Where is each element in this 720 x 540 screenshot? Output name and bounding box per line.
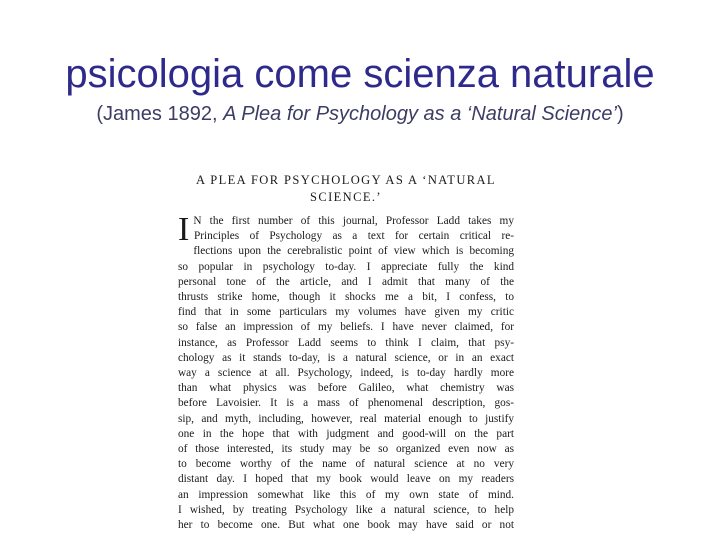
article-line: way a science at all. Psychology, indeed, is to-day hardly more — [178, 367, 514, 380]
article-line: before Lavoisier. It is a mass of phenomenal description, gos- — [178, 397, 514, 410]
article-line: chology as it stands to-day, is a natural science, or in an exact — [178, 351, 514, 364]
drop-cap-letter: I — [178, 211, 190, 248]
article-line: her to become one. But what one book may have said or not — [178, 519, 514, 532]
article-line: sip, and myth, including, however, real material enough to justify — [178, 412, 514, 425]
article-line: than what physics was before Galileo, what chemistry was — [178, 382, 514, 395]
scanned-article-page — [170, 168, 522, 540]
subtitle-suffix: ) — [616, 103, 624, 125]
article-line: so false an impression of my beliefs. I have never claimed, for — [178, 321, 514, 334]
article-line: thrusts strike home, though it shocks me a bit, I confess, to — [178, 291, 514, 304]
subtitle-work-title: A Plea for Psychology as a ‘Natural Science’ — [223, 103, 617, 125]
article-line: Principles of Psychology as a text for certain critical re- — [194, 230, 514, 243]
article-line: N the first number of this journal, Professor Ladd takes my — [193, 215, 514, 227]
article-line: flections upon the cerebralistic point of view which is becoming — [193, 245, 514, 258]
article-line: one in the hope that with judgment and good-will on the part — [178, 427, 514, 440]
article-line: find that in some particulars my volumes have given my critic — [178, 306, 514, 319]
subtitle-prefix: (James 1892, — [96, 103, 224, 125]
article-line: to become worthy of the name of natural science at no very — [178, 458, 514, 471]
article-line: personal tone of the article, and I admit that many of the — [178, 275, 514, 288]
article-body — [178, 211, 514, 533]
slide-subtitle — [0, 101, 720, 127]
article-line: instance, as Professor Ladd seems to think I claim, that psy- — [178, 336, 514, 349]
article-line: an impression somewhat like this of my own state of mind. — [178, 488, 514, 501]
article-title — [170, 172, 522, 206]
article-line: so popular in psychology to-day. I appreciate fully the kind — [178, 260, 514, 273]
article-line: I wished, by treating Psychology like a natural science, to help — [178, 503, 514, 516]
article-line: distant day. I hoped that my book would leave on my readers — [178, 473, 514, 486]
slide-title: psicologia come scienza naturale — [65, 52, 655, 96]
article-line: of those interested, its study may be so organized even now as — [178, 443, 514, 456]
article-title-line-1: A PLEA FOR PSYCHOLOGY AS A ‘NATURAL — [196, 173, 496, 187]
article-title-line-2: SCIENCE.’ — [310, 190, 382, 204]
